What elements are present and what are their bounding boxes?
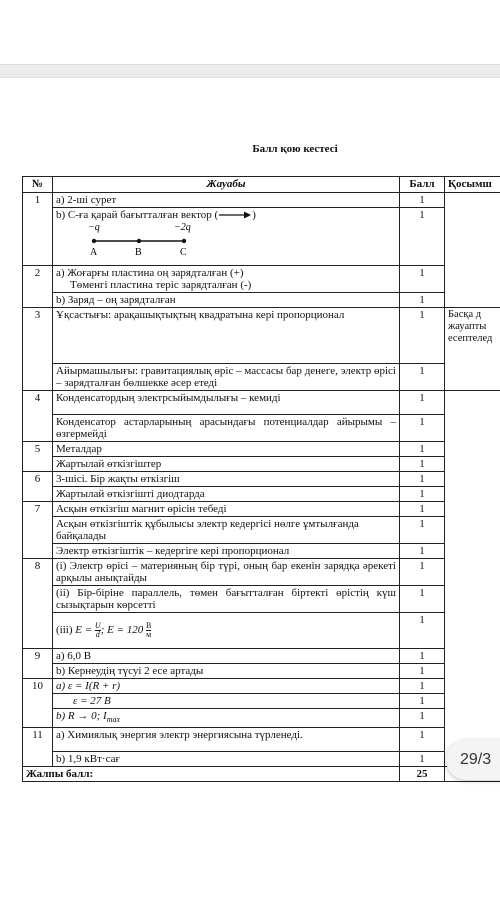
points-cell: 1 <box>400 364 445 391</box>
row-number: 6 <box>23 472 53 502</box>
row-number: 9 <box>23 649 53 679</box>
header-num: № <box>23 177 53 193</box>
table-row <box>23 709 500 728</box>
table-row <box>23 679 500 694</box>
table-row <box>23 502 500 517</box>
extra-text: Басқа д <box>448 309 482 320</box>
points-cell: 1 <box>400 544 445 559</box>
answer-cell: b) 1,9 кВт·сағ <box>53 752 400 767</box>
answer-text: b) С-ға қарай бағытталған вектор ( <box>56 209 219 221</box>
table-row <box>23 559 500 586</box>
answer-text: ) <box>252 209 256 221</box>
points-cell: 1 <box>400 728 445 752</box>
answer-cell <box>53 613 400 649</box>
header-extra: Қосымш <box>445 177 500 193</box>
points-cell: 1 <box>400 442 445 457</box>
answer-text: b) R → 0; <box>56 710 104 722</box>
points-cell: 1 <box>400 391 445 415</box>
fraction-numerator: U <box>94 621 101 630</box>
answer-cell: (i) Электр өрісі – материяның бір түрі, оның бар екенін зарядқа әрекеті арқылы анықтайды <box>53 559 400 586</box>
points-cell: 1 <box>400 208 445 266</box>
formula-text: I <box>103 710 107 722</box>
point-label-b: B <box>135 247 142 258</box>
points-cell: 1 <box>400 502 445 517</box>
charge-label-q1: −q <box>88 222 100 233</box>
points-cell: 1 <box>400 487 445 502</box>
points-cell: 1 <box>400 649 445 664</box>
formula-text: ; E = 120 <box>100 624 146 637</box>
extra-cell <box>445 308 500 391</box>
table-row <box>23 266 500 293</box>
answer-cell: Асқын өткізгіш магнит өрісін тебеді <box>53 502 400 517</box>
row-number: 2 <box>23 266 53 308</box>
answer-cell: Металдар <box>53 442 400 457</box>
points-cell: 1 <box>400 308 445 364</box>
answer-cell: Электр өткізгіштік – кедергіге кері пропорционал <box>53 544 400 559</box>
answer-cell: a) 6,0 В <box>53 649 400 664</box>
table-row <box>23 728 500 752</box>
answer-cell: Ұқсастығы: арақашықтықтың квадратына кері пропорционал <box>53 308 400 364</box>
table-row <box>23 457 500 472</box>
points-cell: 1 <box>400 613 445 649</box>
charge-label-q2: −2q <box>174 222 191 233</box>
point-a-marker <box>92 239 96 243</box>
table-row <box>23 364 500 391</box>
answer-cell: ε = 27 В <box>53 694 400 709</box>
row-number: 4 <box>23 391 53 442</box>
table-row <box>23 442 500 457</box>
charges-diagram <box>86 221 246 261</box>
table-row <box>23 517 500 544</box>
points-cell: 1 <box>400 293 445 308</box>
answer-cell: a) Химиялық энергия электр энергиясына түрленеді. <box>53 728 400 752</box>
total-value: 25 <box>400 767 445 782</box>
extra-cell <box>445 193 500 308</box>
table-row <box>23 415 500 442</box>
fraction-denominator: м <box>146 630 152 639</box>
answer-cell: a) 2-ші сурет <box>53 193 400 208</box>
unit-fraction <box>146 622 151 639</box>
answer-cell: a) ε = I(R + r) <box>53 679 400 694</box>
scoring-table <box>22 176 500 782</box>
answer-cell: Жартылай өткізгішті диодтарда <box>53 487 400 502</box>
row-number: 3 <box>23 308 53 391</box>
formula-text: E = <box>75 624 95 637</box>
total-label: Жалпы балл: <box>23 767 400 782</box>
page-title: Балл қою кестесі <box>252 143 338 155</box>
answer-cell: Айырмашылығы: гравитациялық өріс – массасы бар денеге, электр өрісі – зарядталған бөлшекке әсер етеді <box>53 364 400 391</box>
answer-cell: (ii) Бір-біріне параллель, төмен бағытталған біртекті өрістің күш сызықтарын көрсетті <box>53 586 400 613</box>
point-b-marker <box>137 239 141 243</box>
answer-cell: b) Заряд – оң зарядталған <box>53 293 400 308</box>
table-row <box>23 664 500 679</box>
answer-text: Төменгі пластина теріс зарядталған (-) <box>70 279 252 291</box>
point-c-marker <box>182 239 186 243</box>
answer-cell: Асқын өткізгіштік құбылысы электр кедергісі нөлге ұмтылғанда байқалады <box>53 517 400 544</box>
table-row <box>23 613 500 649</box>
answer-cell <box>53 208 400 266</box>
fraction-denominator: d <box>95 630 100 639</box>
row-number: 11 <box>23 728 53 767</box>
points-cell: 1 <box>400 472 445 487</box>
table-row <box>23 293 500 308</box>
answer-cell: Конденсатордың электрсыйымдылығы – кемиді <box>53 391 400 415</box>
table-row <box>23 208 500 266</box>
points-cell: 1 <box>400 586 445 613</box>
row-number: 5 <box>23 442 53 472</box>
points-cell: 1 <box>400 266 445 293</box>
header-points: Балл <box>400 177 445 193</box>
points-cell: 1 <box>400 193 445 208</box>
total-row <box>23 767 500 782</box>
answer-cell: b) Кернеудің түсуі 2 есе артады <box>53 664 400 679</box>
answer-cell <box>53 266 400 293</box>
table-row <box>23 752 500 767</box>
table-header-row <box>23 177 500 193</box>
points-cell: 1 <box>400 679 445 694</box>
table-row <box>23 694 500 709</box>
table-row <box>23 487 500 502</box>
points-cell: 1 <box>400 517 445 544</box>
top-band <box>0 0 500 64</box>
toolbar-divider <box>0 64 500 78</box>
extra-cell <box>445 391 500 767</box>
points-cell: 1 <box>400 457 445 472</box>
extra-text: есептелед <box>448 333 493 344</box>
table-row <box>23 586 500 613</box>
page-indicator[interactable]: 29/3 <box>446 740 500 780</box>
row-number: 1 <box>23 193 53 266</box>
points-cell: 1 <box>400 709 445 728</box>
table-row <box>23 472 500 487</box>
points-cell: 1 <box>400 559 445 586</box>
points-cell: 1 <box>400 415 445 442</box>
table-row <box>23 308 500 364</box>
formula-subscript: max <box>106 715 121 725</box>
table-row <box>23 391 500 415</box>
answer-cell <box>53 709 400 728</box>
row-number: 10 <box>23 679 53 728</box>
points-cell: 1 <box>400 694 445 709</box>
table-row <box>23 544 500 559</box>
answer-cell: Конденсатор астарларының арасындағы потенциалдар айырымы – өзгермейді <box>53 415 400 442</box>
points-cell: 1 <box>400 664 445 679</box>
table-row <box>23 649 500 664</box>
points-cell: 1 <box>400 752 445 767</box>
header-answer: Жауабы <box>53 177 400 193</box>
arrow-right-icon <box>218 211 252 219</box>
point-label-a: A <box>90 247 98 258</box>
extra-text: жауапты <box>448 321 487 332</box>
answer-text: (iii) <box>56 624 76 637</box>
answer-cell: Жартылай өткізгіштер <box>53 457 400 472</box>
table-row <box>23 193 500 208</box>
answer-cell: 3-шісі. Бір жақты өткізгіш <box>53 472 400 487</box>
point-label-c: C <box>180 247 187 258</box>
answer-text: a) Жоғарғы пластина оң зарядталған (+) <box>56 267 244 279</box>
row-number: 8 <box>23 559 53 649</box>
fraction-numerator: В <box>146 621 152 630</box>
row-number: 7 <box>23 502 53 559</box>
